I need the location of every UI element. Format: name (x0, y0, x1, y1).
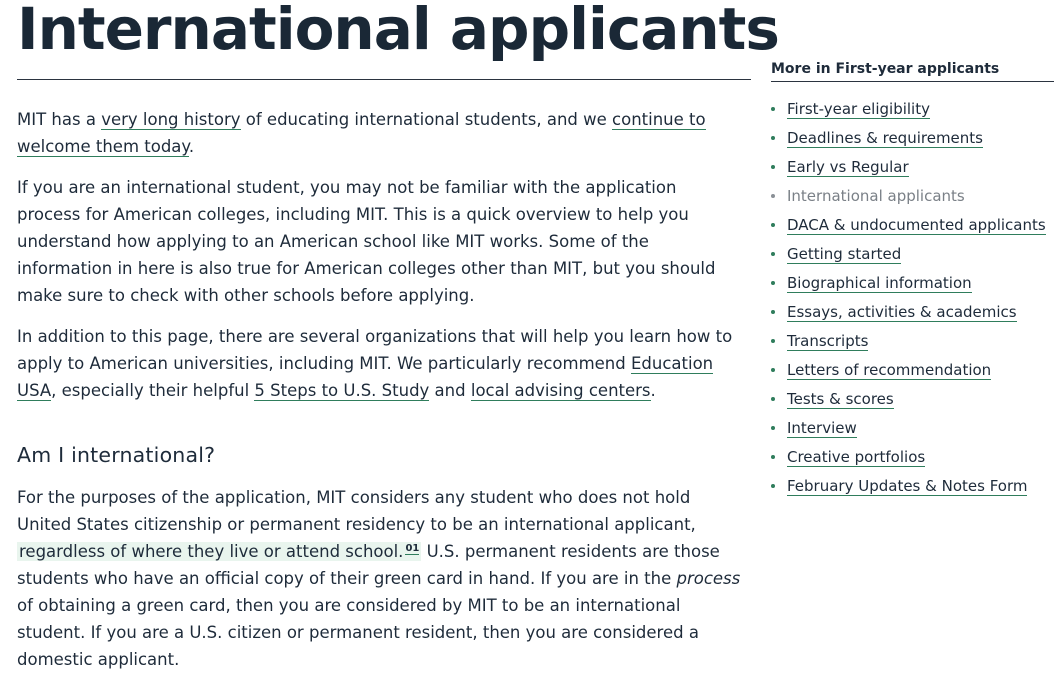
sidebar-item-letters-of-recommendation[interactable] (771, 359, 1054, 388)
bullet-icon (771, 136, 775, 140)
definition-paragraph (17, 484, 745, 673)
local-advising-centers-link[interactable]: local advising centers (470, 381, 651, 400)
sidebar-item-creative-portfolios[interactable] (771, 446, 1054, 475)
sidebar-link[interactable]: February Updates & Notes Form (787, 477, 1028, 495)
resources-text-1: In addition to this page, there are several organizations that will help you learn how to apply to American universities, including MIT. We particularly recommend (17, 327, 733, 373)
bullet-icon (771, 281, 775, 285)
sidebar-item-deadlines[interactable] (771, 127, 1054, 156)
sidebar-item-essays[interactable] (771, 301, 1054, 330)
bullet-icon (771, 339, 775, 343)
bullet-icon (771, 107, 775, 111)
sidebar-list (771, 98, 1054, 504)
bullet-icon (771, 252, 775, 256)
bullet-icon (771, 426, 775, 430)
very-long-history-link[interactable]: very long history (101, 110, 241, 129)
bullet-icon (771, 310, 775, 314)
intro-paragraph (17, 106, 745, 160)
definition-text-2: U.S. permanent residents are those students who have an official copy of their green card in hand. If you are in the (17, 542, 720, 588)
sidebar-item-biographical-information[interactable] (771, 272, 1054, 301)
sidebar-item-february-updates[interactable] (771, 475, 1054, 504)
bullet-icon (771, 368, 775, 372)
footnote-marker[interactable]: 01 (405, 542, 420, 554)
continue-to-welcome-link[interactable]: continue to welcome them today (17, 110, 706, 156)
sidebar-link[interactable]: Getting started (787, 245, 902, 263)
sidebar-item-interview[interactable] (771, 417, 1054, 446)
sidebar-item-daca[interactable] (771, 214, 1054, 243)
bullet-icon (771, 165, 775, 169)
bullet-icon (771, 223, 775, 227)
overview-paragraph: If you are an international student, you may not be familiar with the application process for American colleges, including MIT. This is a quick overview to help you understand how applying to an American school like MIT works. Some of the information in here is also true for American colleges other than MIT, but you should make sure to check with other schools before applying. (17, 178, 716, 305)
sidebar-link[interactable]: Early vs Regular (787, 158, 909, 176)
definition-text-3: of obtaining a green card, then you are considered by MIT to be an international student. If you are a U.S. citizen or permanent resident, then you are considered a domestic applicant. (17, 596, 699, 669)
resources-text-4: . (650, 381, 656, 400)
sidebar-link[interactable]: Letters of recommendation (787, 361, 992, 379)
sidebar-link[interactable]: Creative portfolios (787, 448, 926, 466)
sidebar-item-getting-started[interactable] (771, 243, 1054, 272)
sidebar-link[interactable]: Interview (787, 419, 857, 437)
sidebar-link[interactable]: Deadlines & requirements (787, 129, 983, 147)
sidebar-link[interactable]: Tests & scores (787, 390, 894, 408)
sidebar-link[interactable]: DACA & undocumented applicants (787, 216, 1046, 234)
section-heading-am-i-international: Am I international? (17, 443, 216, 467)
main-content (17, 106, 745, 684)
highlight-text: regardless of where they live or attend school. (19, 542, 404, 561)
education-usa-link[interactable]: Education USA (17, 354, 714, 400)
intro-text-3: . (188, 137, 195, 156)
page-title: International applicants (17, 0, 779, 63)
sidebar-link[interactable]: Essays, activities & academics (787, 303, 1017, 321)
sidebar-item-early-vs-regular[interactable] (771, 156, 1054, 185)
bullet-icon (771, 484, 775, 488)
sidebar-item-tests-and-scores[interactable] (771, 388, 1054, 417)
sidebar-item-transcripts[interactable] (771, 330, 1054, 359)
resources-text-3: and (429, 381, 471, 400)
sidebar-item-international-applicants (771, 185, 1054, 214)
process-emphasis: process (676, 569, 741, 588)
five-steps-link[interactable]: 5 Steps to U.S. Study (254, 381, 430, 400)
bullet-icon (771, 455, 775, 459)
title-divider (17, 79, 751, 80)
intro-text-2: of educating international students, and we (240, 110, 613, 129)
sidebar-nav (771, 58, 1054, 504)
sidebar-item-first-year-eligibility[interactable] (771, 98, 1054, 127)
sidebar-link[interactable]: First-year eligibility (787, 100, 930, 118)
bullet-icon (771, 194, 775, 198)
sidebar-link[interactable]: Transcripts (787, 332, 869, 350)
sidebar-heading: More in First-year applicants (771, 58, 1054, 82)
bullet-icon (771, 397, 775, 401)
highlighted-text (17, 542, 421, 561)
sidebar-current-label: International applicants (787, 187, 965, 205)
definition-text-1: For the purposes of the application, MIT considers any student who does not hold United States citizenship or permanent residency to be an international applicant, (17, 488, 696, 534)
sidebar-link[interactable]: Biographical information (787, 274, 972, 292)
resources-paragraph (17, 323, 745, 404)
resources-text-2: , especially their helpful (51, 381, 255, 400)
intro-text-1: MIT has a (17, 110, 102, 129)
